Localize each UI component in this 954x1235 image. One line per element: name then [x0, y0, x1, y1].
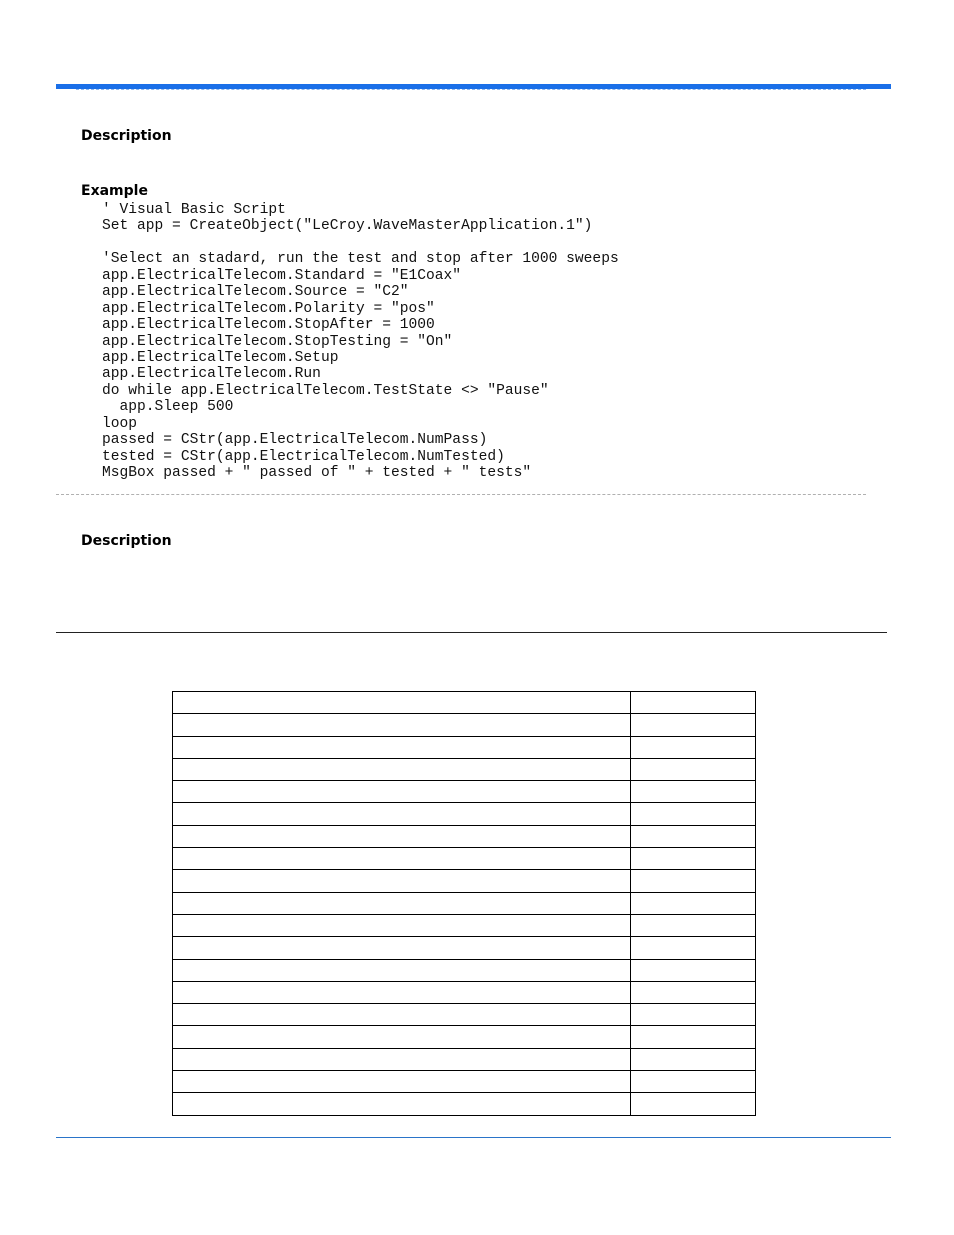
table-cell [631, 937, 756, 959]
table-row [173, 1071, 756, 1093]
table-cell [631, 825, 756, 847]
table-row [173, 1093, 756, 1115]
table-cell [173, 803, 631, 825]
table-cell [631, 1071, 756, 1093]
code-line: app.ElectricalTelecom.Standard = "E1Coax" [102, 267, 462, 284]
code-line: app.ElectricalTelecom.StopAfter = 1000 [102, 317, 435, 334]
table-row [173, 892, 756, 914]
table-cell [631, 736, 756, 758]
table-cell [631, 914, 756, 936]
code-line: 'Select an stadard, run the test and stop after 1000 sweeps [102, 251, 619, 268]
table-cell [173, 914, 631, 936]
table-row [173, 1048, 756, 1070]
table-cell [631, 714, 756, 736]
code-line [102, 235, 619, 251]
code-line: app.ElectricalTelecom.Setup [102, 349, 339, 366]
table-cell [173, 825, 631, 847]
table-row [173, 1004, 756, 1026]
table-cell [631, 959, 756, 981]
table-row [173, 959, 756, 981]
example-heading: Example [81, 183, 148, 199]
table-row [173, 781, 756, 803]
table-row [173, 937, 756, 959]
section-dashed-divider [56, 494, 866, 495]
table-cell [631, 803, 756, 825]
table-cell [631, 848, 756, 870]
table-cell [631, 892, 756, 914]
table-row [173, 981, 756, 1003]
table-row [173, 803, 756, 825]
table-cell [631, 692, 756, 714]
code-line: app.Sleep 500 [102, 399, 234, 416]
table-cell [173, 781, 631, 803]
table-cell [173, 1004, 631, 1026]
table-cell [173, 1071, 631, 1093]
table-cell [173, 892, 631, 914]
section-rule [56, 632, 887, 633]
code-line: do while app.ElectricalTelecom.TestState <> "Pause" [102, 382, 549, 399]
code-line: app.ElectricalTelecom.Run [102, 366, 321, 383]
table-cell [631, 870, 756, 892]
table-cell [631, 758, 756, 780]
table-cell [631, 1004, 756, 1026]
table-cell [173, 848, 631, 870]
table-cell [173, 1048, 631, 1070]
table-cell [173, 1026, 631, 1048]
table-cell [631, 781, 756, 803]
table-row [173, 1026, 756, 1048]
code-line: app.ElectricalTelecom.StopTesting = "On" [102, 333, 453, 350]
code-line: passed = CStr(app.ElectricalTelecom.NumPass) [102, 432, 488, 449]
code-line: MsgBox passed + " passed of " + tested + " tests" [102, 465, 532, 481]
table-cell [631, 1048, 756, 1070]
table-cell [631, 981, 756, 1003]
description-heading-second: Description [81, 533, 172, 549]
table-row [173, 848, 756, 870]
header-dashed-divider [76, 89, 866, 90]
table-row [173, 914, 756, 936]
table-row [173, 758, 756, 780]
table-cell [173, 736, 631, 758]
code-example-block [102, 202, 619, 481]
parameter-table [172, 691, 756, 1116]
code-line: ' Visual Basic Script [102, 202, 286, 218]
table-cell [173, 714, 631, 736]
table-cell [631, 1093, 756, 1115]
table-row [173, 714, 756, 736]
table-row [173, 870, 756, 892]
table-row [173, 825, 756, 847]
table-cell [173, 959, 631, 981]
code-line: tested = CStr(app.ElectricalTelecom.NumTested) [102, 448, 505, 465]
table-cell [173, 981, 631, 1003]
table-row [173, 692, 756, 714]
table-row [173, 736, 756, 758]
table-cell [173, 937, 631, 959]
code-line: loop [102, 415, 138, 432]
table-cell [173, 870, 631, 892]
code-line: app.ElectricalTelecom.Polarity = "pos" [102, 300, 435, 317]
code-line: Set app = CreateObject("LeCroy.WaveMasterApplication.1") [102, 218, 593, 235]
footer-rule [56, 1137, 891, 1138]
table-cell [173, 692, 631, 714]
code-line: app.ElectricalTelecom.Source = "C2" [102, 284, 409, 301]
table-cell [173, 1093, 631, 1115]
table-cell [173, 758, 631, 780]
table-cell [631, 1026, 756, 1048]
description-heading: Description [81, 128, 172, 144]
